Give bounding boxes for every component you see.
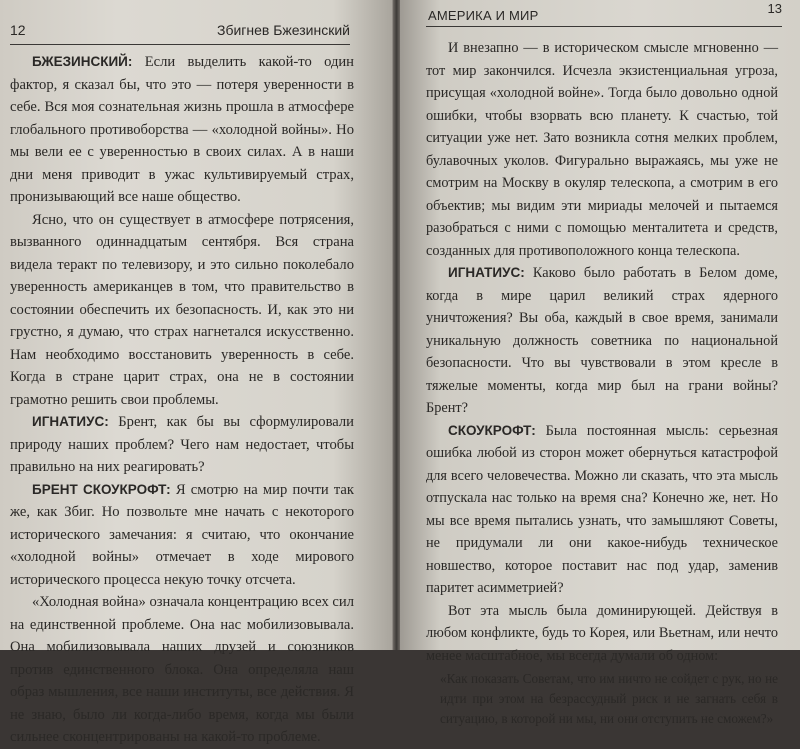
paragraph-text: Вот эта мысль была доминирующей. Действуя в любом конфликте, будь то Корея, или Вьетнам, или нечто менее масштабное, мы всегда думали об одном: <box>426 602 778 664</box>
right-page-text <box>426 37 778 729</box>
paragraph <box>426 262 778 420</box>
paragraph-text: Каково было работать в Белом доме, когда в мире царил великий страх ядерного уничтожения? Вы оба, каждый в свое время, занимали уникальную должность советника по национальной безопасности. Что вы чувствовали в этом кресле в тяжелые моменты, когда мир был на грани войны? Брент? <box>426 265 778 416</box>
left-page-number: 12 <box>10 22 26 38</box>
paragraph <box>10 51 354 209</box>
left-page-header <box>10 20 350 45</box>
paragraph-text: Ясно, что он существует в атмосфере потрясения, вызванного одиннадцатым сентября. Вся страна видела теракт по телевизору, и это сильно поколебало уверенность американцев в том, что правительство в состоянии обеспечить их безопасность. И, как это ни грустно, я думаю, что страх нагнетался искусственно. Нам необходимо восстановить уверенность в себе. Когда в стране царит страх, она не в состоянии грамотно решить свои проблемы. <box>10 211 354 408</box>
paragraph <box>10 591 354 749</box>
paragraph <box>426 37 778 262</box>
speaker-label: БРЕНТ СКОУКРОФТ: <box>32 481 171 497</box>
paragraph <box>10 479 354 592</box>
paragraph <box>10 209 354 412</box>
paragraph-text: Была постоянная мысль: серьезная ошибка любой из сторон может обернуться катастрофой для всего человечества. Можно ли сказать, что эта мысль отпускала нас только на время сна? Конечно же, нет. Но мы все время пытались узнать, что замышляют Советы, не придумали ли они какое-нибудь техническое новшество, которое поставит нас под удар, заменив паритет асимметрией? <box>426 422 778 596</box>
paragraph-text: Если выделить какой-то один фактор, я сказал бы, что это — потеря уверенности в себе. Вся моя сознательная жизнь прошла в атмосфере глобального противоборства — «холодной войны». Но мы вели ее с уверенностью в своих силах. А в наши дни меня приводит в ужас культивируемый страх, пронизывающий все наше общество. <box>10 54 354 205</box>
paragraph <box>426 600 778 668</box>
left-running-title: Збигнев Бжезинский <box>216 22 350 38</box>
speaker-label: БЖЕЗИНСКИЙ: <box>32 54 133 69</box>
paragraph-text: Я смотрю на мир почти так же, как Збиг. Но позвольте мне начать с некоторого исторического замечания: я считаю, что окончание «холодной войны» отмечает в ходе мирового исторического процесса некую точку отсчета. <box>10 481 354 588</box>
right-running-title: АМЕРИКА И МИР <box>428 8 539 23</box>
speaker-label: ИГНАТИУС: <box>32 414 109 429</box>
book-gutter <box>393 0 400 650</box>
paragraph-text: «Как показать Советам, что им ничто не сойдет с рук, но не идти при этом на безрассудный риск и не загнать себя в ситуацию, в которой ни мы, ни они отступить не сможем?» <box>440 671 778 726</box>
speaker-label: СКОУКРОФТ: <box>448 422 536 438</box>
left-page-text <box>10 51 354 749</box>
paragraph-text: «Холодная война» означала концентрацию всех сил на единственной проблеме. Она нас мобилизовывала. Она мобилизовывала наших друзей и союзников против единственного блока. Она определяла наш образ мышления, все наши институты, все действия. Я не знаю, было ли когда-либо время, когда мы были сильнее сконцентрированы на какой-то проблеме. <box>10 594 354 745</box>
right-page-number: 13 <box>767 1 782 16</box>
left-page <box>0 0 393 745</box>
speaker-label: ИГНАТИУС: <box>448 265 525 280</box>
paragraph <box>426 420 778 600</box>
paragraph-text: И внезапно — в историческом смысле мгновенно — тот мир закончился. Исчезла экзистенциальная угроза, присущая «холодной войне». Тогда было довольно одной ошибки, чтобы взорвать всю планету. К счастью, той ситуации уже нет. Зато возникла сотня мелких проблем, булавочных уколов. Фигурально выражаясь, мы уже не смотрим на Москву в окуляр телескопа, а смотрим в его объектив; мы видим эти мириады мелочей и пытаемся разобраться с ними с помощью менталитета и средств, созданных для противоположного конца телескопа. <box>426 40 778 259</box>
right-page <box>400 0 800 726</box>
right-page-header <box>426 1 782 27</box>
paragraph <box>10 411 354 479</box>
quote-paragraph <box>426 669 778 729</box>
paragraph-text: Брент, как бы вы сформулировали природу наших проблем? Чего нам недостает, чтобы правильно на них реагировать? <box>10 414 354 475</box>
